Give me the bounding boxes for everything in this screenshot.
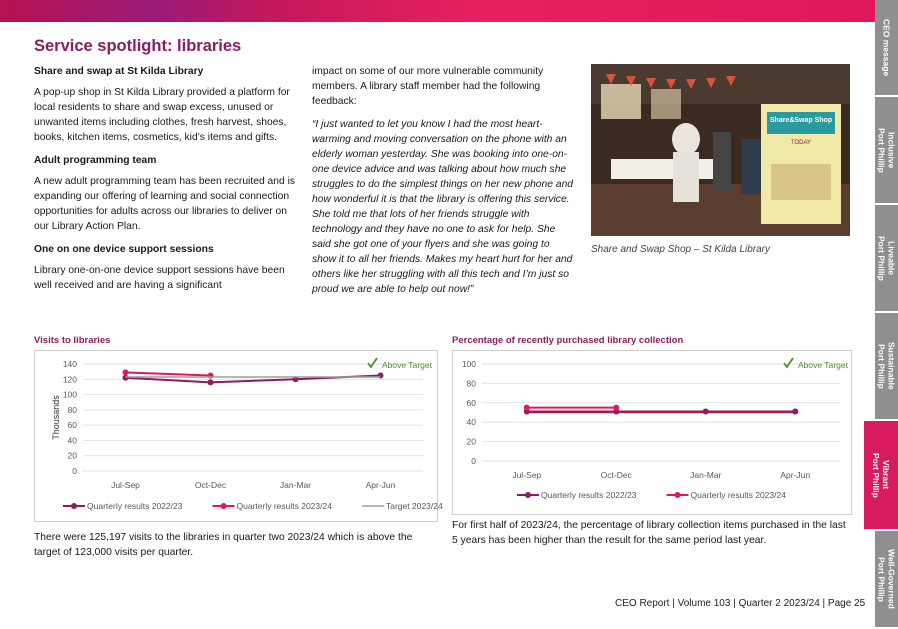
chart2-ytick: 20 — [466, 436, 476, 447]
chart1-ytick: 140 — [62, 359, 77, 369]
chart1-ytick: 80 — [67, 404, 77, 415]
chart1-badge: Above Target — [382, 360, 432, 370]
heading-adult-programming: Adult programming team — [34, 155, 157, 166]
paragraph-adult-programming: A new adult programming team has been recruited and is expanding our offering of learning and social connection opportunities for adults across our libraries to deliver on our Library Action Plan. — [34, 176, 296, 232]
staff-quote: “I just wanted to let you know I had the most heart-warming and moving conversation on the phone with an elderly woman yesterday. She was booking into one-on-one device advice and was talking about how much she struggles to do the simplest things on her new phone and how wonderful it is that the library is offering this service. She told me that lots of her friends struggle with technology and they have no one to ask for help. She said she got one of your flyers and she was going to show it to all her friends. Makes my heart hurt for her and others like her struggling with all this tech and I’m just so proud we are able to help out now!” — [312, 119, 574, 295]
chart1-xtick: Jul-Sep — [111, 480, 140, 490]
top-banner — [0, 0, 875, 22]
chart2-ytick: 0 — [471, 456, 476, 466]
chart1-ytick: 100 — [62, 389, 77, 400]
share-swap-photo — [591, 64, 850, 236]
chart2-xtick: Jan-Mar — [690, 470, 722, 480]
chart2-frame — [452, 350, 852, 515]
chart2-ytick: 100 — [461, 359, 476, 369]
chart2-title: Percentage of recently purchased library collection — [452, 335, 684, 346]
chart2-series-1-point — [524, 405, 530, 411]
heading-share-swap: Share and swap at St Kilda Library — [34, 66, 204, 77]
chart1-ytick: 60 — [67, 420, 77, 431]
paragraph-impact: impact on some of our more vulnerable community members. A library staff member had the following feedback: — [312, 66, 544, 107]
chart1-xtick: Jan-Mar — [279, 480, 312, 490]
chart2-ytick: 40 — [466, 417, 476, 428]
chart1-summary: There were 125,197 visits to the libraries in quarter two 2023/24 which is above the target of 123,000 visits per quarter. — [34, 532, 413, 558]
chart1-check-icon — [368, 358, 377, 367]
tab-liveable[interactable]: Liveable Port Phillip — [875, 205, 898, 313]
sign-title: Share&Swap Shop — [769, 117, 833, 124]
chart2-summary: For first half of 2023/24, the percentage of library collection items purchased in the last 5 years has been higher than the result for the same period last year. — [452, 520, 846, 546]
chart2-xtick: Oct-Dec — [600, 470, 632, 480]
tab-inclusive[interactable]: Inclusive Port Phillip — [875, 97, 898, 205]
chart1-series-0-point — [123, 375, 129, 381]
chart2-badge: Above Target — [798, 360, 848, 370]
chart1-series-1-line — [126, 372, 211, 375]
section-tabs — [871, 0, 898, 627]
tab-vibrant[interactable]: Vibrant Port Phillip — [864, 421, 898, 531]
paragraph-share-swap: A pop-up shop in St Kilda Library provided a platform for local residents to share and swap excess, unused or unwanted items including clothes, fresh harvest, shoes, books, kitchen items, cosmetics, kid’s items and gifts. — [34, 87, 290, 143]
column-middle — [312, 64, 574, 305]
chart1-title: Visits to libraries — [34, 335, 111, 346]
chart2-ytick: 60 — [466, 397, 476, 408]
chart2-legend-marker — [675, 492, 681, 498]
chart2-xtick: Jul-Sep — [512, 470, 542, 480]
tab-ceo-message[interactable]: CEO message — [875, 0, 898, 97]
chart1-series-1-point — [123, 369, 129, 375]
chart2-legend-label: Quarterly results 2022/23 — [541, 490, 637, 500]
chart1-ytick: 40 — [67, 435, 77, 446]
page-footer: CEO Report | Volume 103 | Quarter 2 2023/24 | Page 25 — [615, 598, 866, 609]
paragraph-device-support: Library one-on-one device support sessions have been well received and are having a significant — [34, 265, 285, 291]
chart1-ytick: 120 — [62, 374, 77, 385]
heading-device-support: One on one device support sessions — [34, 244, 214, 255]
column-left — [34, 64, 296, 301]
chart2-xtick: Apr-Jun — [780, 470, 811, 480]
photo-caption: Share and Swap Shop – St Kilda Library — [591, 244, 770, 255]
tab-sustainable[interactable]: Sustainable Port Phillip — [875, 313, 898, 421]
tab-well-governed[interactable]: Well-Governed Port Phillip — [875, 531, 898, 629]
collection-chart — [453, 351, 851, 514]
chart2-series-1-point — [613, 405, 619, 411]
chart1-series-0-point — [208, 379, 214, 385]
visits-chart — [35, 351, 443, 521]
chart1-legend-label: Quarterly results 2022/23 — [87, 501, 183, 511]
chart1-legend-label: Quarterly results 2023/24 — [236, 501, 332, 511]
chart1-xtick: Oct-Dec — [194, 480, 227, 490]
chart2-legend-marker — [525, 492, 531, 498]
chart2-ytick: 80 — [466, 378, 476, 389]
chart2-series-0-point — [703, 409, 709, 415]
chart2-series-0-point — [792, 409, 798, 415]
chart1-xtick: Apr-Jun — [365, 480, 396, 490]
chart1-frame — [34, 350, 443, 522]
chart2-check-icon — [784, 358, 793, 367]
sign-line: TODAY — [790, 140, 812, 146]
chart1-ytick: 0 — [72, 466, 77, 476]
page-title: Service spotlight: libraries — [34, 37, 242, 55]
chart1-legend-marker — [221, 503, 227, 509]
chart1-legend-marker — [71, 503, 77, 509]
chart1-ytick: 20 — [67, 450, 77, 461]
chart1-ylabel: Thousands — [51, 395, 61, 440]
chart1-legend-label: Target 2023/24 — [386, 501, 443, 511]
chart2-legend-label: Quarterly results 2023/24 — [690, 490, 786, 500]
